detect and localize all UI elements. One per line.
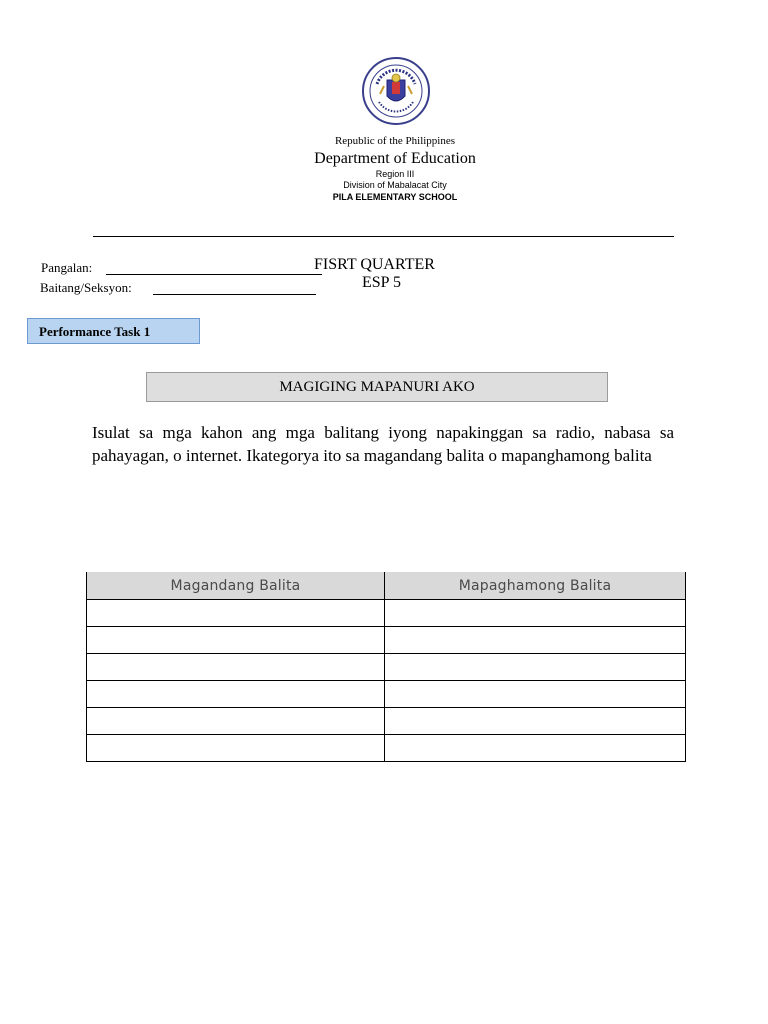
- performance-task-label: Performance Task 1: [27, 318, 200, 344]
- header-divider: [93, 236, 674, 237]
- section-blank-line[interactable]: [153, 294, 316, 295]
- table-cell[interactable]: [385, 735, 686, 762]
- table-cell[interactable]: [87, 735, 385, 762]
- column-header-mapaghamong: Mapaghamong Balita: [385, 572, 686, 600]
- table-row: [87, 600, 686, 627]
- column-header-magandang: Magandang Balita: [87, 572, 385, 600]
- table-cell[interactable]: [87, 708, 385, 735]
- name-blank-line[interactable]: [106, 274, 322, 275]
- news-table: [86, 572, 686, 762]
- subject-heading: ESP 5: [362, 274, 401, 291]
- table-cell[interactable]: [385, 681, 686, 708]
- table-row: [87, 681, 686, 708]
- instructions-text: Isulat sa mga kahon ang mga balitang iyong napakinggan sa radio, nabasa sa pahayagan, o internet. Ikategorya ito sa magandang balita o mapanghamong balita: [92, 423, 674, 465]
- republic-text: Republic of the Philippines: [334, 135, 456, 147]
- name-label: Pangalan:: [41, 260, 93, 275]
- table-row: [87, 627, 686, 654]
- table-row: [87, 654, 686, 681]
- table-row: [87, 735, 686, 762]
- table-cell[interactable]: [87, 654, 385, 681]
- division-text: Division of Mabalacat City: [343, 180, 447, 190]
- table-cell[interactable]: [385, 708, 686, 735]
- table-cell[interactable]: [385, 654, 686, 681]
- table-cell[interactable]: [385, 600, 686, 627]
- section-label: Baitang/Seksyon:: [40, 280, 132, 295]
- school-name: PILA ELEMENTARY SCHOOL: [332, 192, 458, 202]
- table-cell[interactable]: [87, 681, 385, 708]
- table-cell[interactable]: [87, 600, 385, 627]
- region-text: Region III: [375, 169, 415, 179]
- activity-title: MAGIGING MAPANURI AKO: [146, 372, 608, 402]
- table-header-row: [87, 572, 686, 600]
- deped-seal-logo: [357, 56, 435, 126]
- department-title: Department of Education: [314, 150, 476, 167]
- table-cell[interactable]: [385, 627, 686, 654]
- table-row: [87, 708, 686, 735]
- table-cell[interactable]: [87, 627, 385, 654]
- quarter-heading: FISRT QUARTER: [314, 256, 435, 273]
